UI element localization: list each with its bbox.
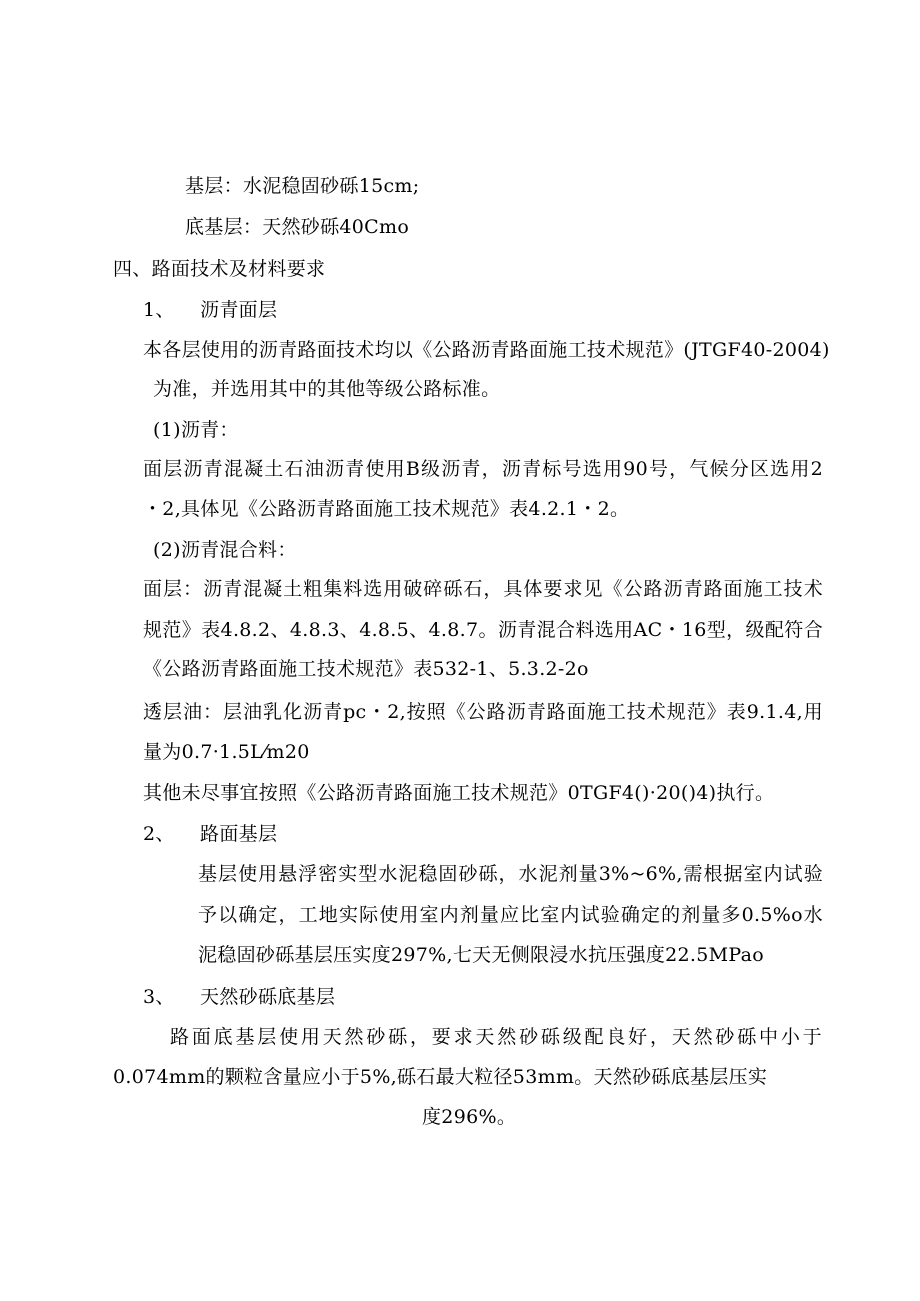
paragraph-line: ・2,具体见《公路沥青路面施工技术规范》表4.2.1・2。: [143, 498, 630, 520]
paragraph-line: 其他未尽事宜按照《公路沥青路面施工技术规范》0TGF4()·20()4)执行。: [143, 782, 775, 804]
paragraph-line: 面层：沥青混凝土粗集料选用破碎砾石，具体要求见《公路沥青路面施工技术: [143, 578, 823, 600]
paragraph-line: 度296%。: [422, 1106, 517, 1128]
subheading-natural-gravel: 3、 天然砂砾底基层: [143, 986, 336, 1008]
paragraph-line: 0.074mm的颗粒含量应小于5%,砾石最大粒径53mm。天然砂砾底基层压实: [113, 1066, 768, 1088]
paragraph-line: 基层使用悬浮密实型水泥稳固砂砾，水泥剂量3%~6%,需根据室内试验: [198, 863, 823, 885]
paragraph-line: 予以确定，工地实际使用室内剂量应比室内试验确定的剂量多0.5%o水: [198, 904, 823, 926]
paragraph-line: 泥稳固砂砾基层压实度297%,七天无侧限浸水抗压强度22.5MPao: [198, 944, 765, 966]
base-layer-line: 基层：水泥稳固砂砾15cm;: [185, 175, 420, 197]
paragraph-line: 路面底基层使用天然砂砾，要求天然砂砾级配良好，天然砂砾中小于: [170, 1026, 822, 1048]
paragraph-line: 透层油：层油乳化沥青pc・2,按照《公路沥青路面施工技术规范》表9.1.4,用: [143, 701, 823, 723]
paragraph-line: 量为0.7·1.5L⁄m20: [143, 741, 310, 763]
paragraph-line: 规范》表4.8.2、4.8.3、4.8.5、4.8.7。沥青混合料选用AC・16型，级配符合: [143, 619, 823, 641]
item-heading-asphalt: (1)沥青：: [153, 419, 239, 441]
paragraph-line: 《公路沥青路面施工技术规范》表532-1、5.3.2-2o: [143, 658, 589, 680]
paragraph-line: 面层沥青混凝土石油沥青使用B级沥青，沥青标号选用90号，气候分区选用2: [143, 458, 823, 480]
paragraph-line: 为准，并选用其中的其他等级公路标准。: [153, 378, 501, 400]
item-heading-asphalt-mix: (2)沥青混合料：: [153, 539, 297, 561]
subheading-asphalt-surface: 1、 沥青面层: [143, 299, 278, 321]
section-heading-four: 四、路面技术及材料要求: [113, 258, 326, 280]
subheading-road-base: 2、 路面基层: [143, 823, 278, 845]
paragraph-line: 本各层使用的沥青路面技术均以《公路沥青路面施工技术规范》(JTGF40-2004): [143, 339, 830, 361]
subbase-layer-line: 底基层：天然砂砾40Cmo: [185, 216, 410, 238]
